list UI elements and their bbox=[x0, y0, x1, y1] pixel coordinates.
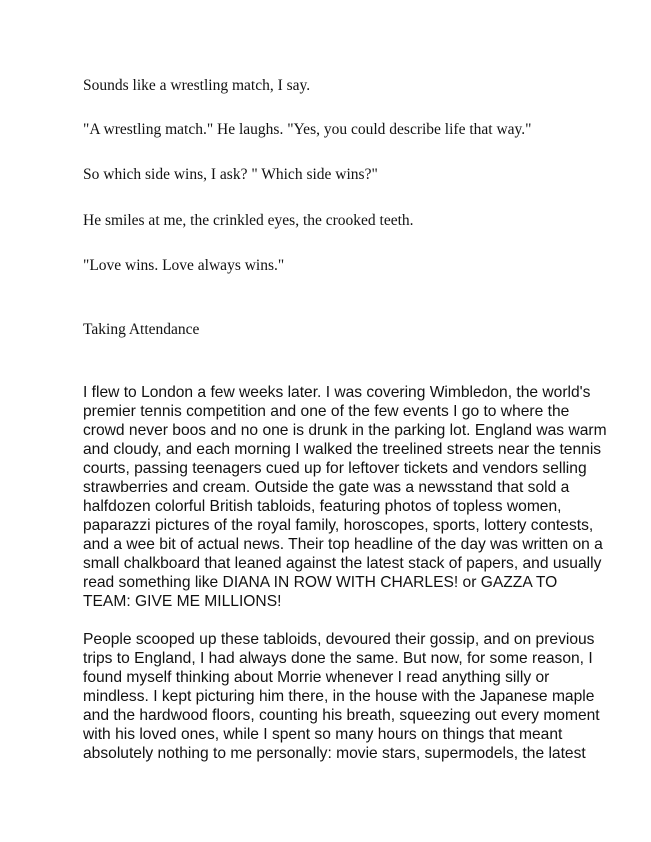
paragraph-line: courts, passing teenagers cued up for leftover tickets and vendors selling bbox=[83, 460, 587, 477]
paragraph-line: TEAM: GIVE ME MILLIONS! bbox=[83, 593, 282, 610]
paragraph-line: premier tennis competition and one of the few events I go to where the bbox=[83, 403, 570, 420]
paragraph-line: crowd never boos and no one is drunk in the parking lot. England was warm bbox=[83, 422, 607, 439]
paragraph-1 bbox=[83, 383, 607, 611]
paragraph-line: with his loved ones, while I spent so many hours on things that meant bbox=[83, 726, 563, 743]
paragraph-line: and a wee bit of actual news. Their top headline of the day was written on a bbox=[83, 536, 603, 553]
paragraph-line: small chalkboard that leaned against the latest stack of papers, and usually bbox=[83, 555, 602, 572]
dialogue-line-2: "A wrestling match." He laughs. "Yes, you could describe life that way." bbox=[83, 121, 532, 138]
paragraph-line: I flew to London a few weeks later. I was covering Wimbledon, the world's bbox=[83, 384, 591, 401]
paragraph-line: paparazzi pictures of the royal family, horoscopes, sports, lottery contests, bbox=[83, 517, 594, 534]
paragraph-line: strawberries and cream. Outside the gate was a newsstand that sold a bbox=[83, 479, 570, 496]
dialogue-line-3: So which side wins, I ask? " Which side wins?" bbox=[83, 166, 378, 183]
dialogue-line-1: Sounds like a wrestling match, I say. bbox=[83, 77, 311, 94]
paragraph-line: and cloudy, and each morning I walked the treelined streets near the tennis bbox=[83, 441, 602, 458]
paragraph-line: and the hardwood floors, counting his breath, squeezing out every moment bbox=[83, 707, 600, 724]
dialogue-line-4: He smiles at me, the crinkled eyes, the crooked teeth. bbox=[83, 212, 414, 229]
paragraph-line: mindless. I kept picturing him there, in the house with the Japanese maple bbox=[83, 688, 595, 705]
dialogue-line-5: "Love wins. Love always wins." bbox=[83, 257, 285, 274]
paragraph-line: trips to England, I had always done the same. But now, for some reason, I bbox=[83, 650, 593, 667]
paragraph-line: read something like DIANA IN ROW WITH CHARLES! or GAZZA TO bbox=[83, 574, 558, 591]
paragraph-line: absolutely nothing to me personally: movie stars, supermodels, the latest bbox=[83, 745, 586, 762]
section-heading: Taking Attendance bbox=[83, 321, 200, 338]
paragraph-2 bbox=[83, 630, 600, 763]
paragraph-line: halfdozen colorful British tabloids, featuring photos of topless women, bbox=[83, 498, 562, 515]
paragraph-line: found myself thinking about Morrie whenever I read anything silly or bbox=[83, 669, 550, 686]
paragraph-line: People scooped up these tabloids, devoured their gossip, and on previous bbox=[83, 631, 595, 648]
